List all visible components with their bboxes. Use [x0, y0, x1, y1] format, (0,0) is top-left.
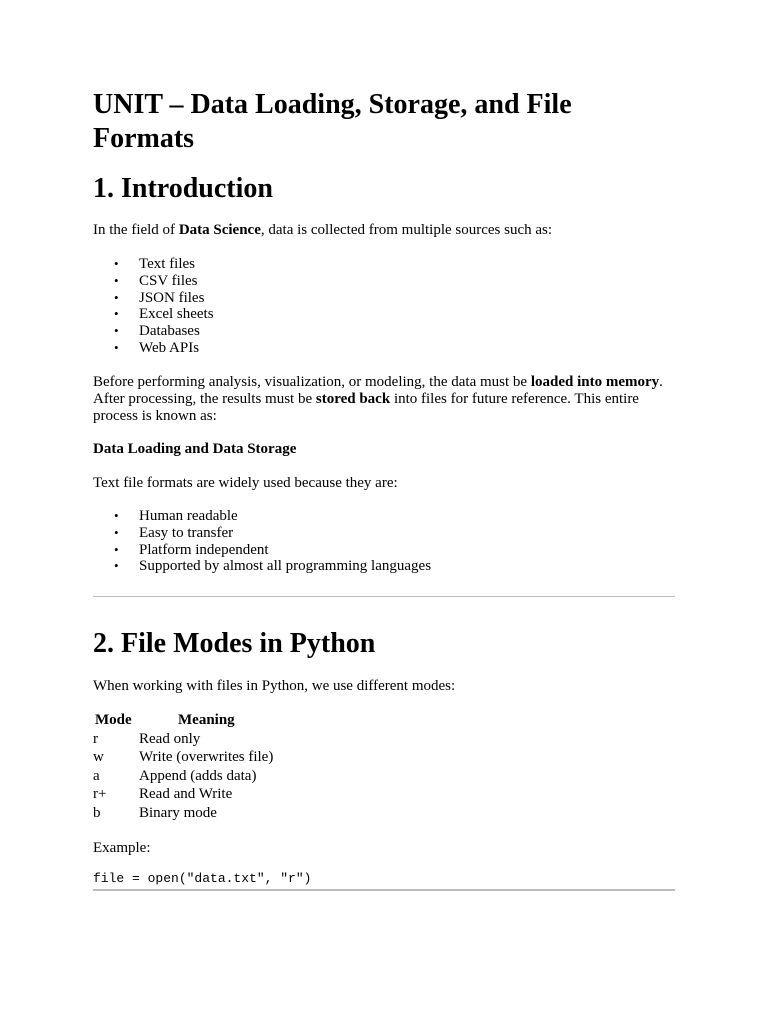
process-text-c: . After processing, the results must be — [93, 374, 663, 407]
process-text-e: into files for future reference. This entire process is known as: — [93, 391, 639, 424]
list-item: • CSV files — [93, 273, 214, 290]
meaning-cell: Read and Write — [139, 786, 233, 803]
intro-suffix: , data is collected from multiple sources such as: — [260, 222, 553, 238]
meaning-cell: Binary mode — [139, 804, 217, 821]
process-bold-stored: stored back — [315, 391, 391, 407]
mode-cell: a — [93, 767, 100, 784]
meaning-cell: Write (overwrites file) — [139, 749, 274, 766]
code-example: file = open("data.txt", "r") — [93, 871, 675, 891]
column-header-meaning: Meaning — [178, 712, 235, 728]
modes-intro-paragraph: When working with files in Python, we use different modes: — [93, 678, 456, 694]
formats-paragraph: Text file formats are widely used because they are: — [93, 475, 398, 491]
intro-prefix: In the field of — [93, 222, 179, 238]
list-item: • Easy to transfer — [93, 525, 431, 542]
section-heading-file-modes: 2. File Modes in Python — [93, 628, 376, 659]
sources-list — [93, 256, 214, 357]
list-item: • Platform independent — [93, 542, 431, 559]
intro-paragraph — [93, 222, 675, 239]
list-item: • JSON files — [93, 290, 214, 307]
mode-cell: b — [93, 804, 101, 821]
table-row — [93, 785, 273, 804]
mode-cell: r — [93, 730, 98, 747]
process-paragraph — [93, 374, 675, 425]
file-modes-table — [93, 711, 273, 823]
meaning-cell: Append (adds data) — [139, 767, 257, 784]
column-header-mode: Mode — [95, 712, 132, 728]
process-bold-loaded: loaded into memory — [530, 374, 660, 390]
process-text-a: Before performing analysis, visualization, or modeling, the data must be — [93, 374, 531, 390]
table-row — [93, 748, 273, 767]
section-heading-introduction: 1. Introduction — [93, 173, 273, 204]
table-row — [93, 767, 273, 786]
document-title: UNIT – Data Loading, Storage, and File Formats — [93, 89, 572, 154]
intro-bold-term: Data Science — [178, 222, 261, 238]
list-item: • Supported by almost all programming languages — [93, 558, 431, 575]
section-divider — [93, 596, 675, 597]
list-item: • Human readable — [93, 508, 431, 525]
mode-cell: r+ — [93, 786, 107, 803]
list-item: • Web APIs — [93, 340, 214, 357]
list-item: • Excel sheets — [93, 306, 214, 323]
table-row — [93, 804, 273, 823]
mode-cell: w — [93, 749, 104, 766]
example-label: Example: — [93, 840, 151, 856]
list-item: • Databases — [93, 323, 214, 340]
meaning-cell: Read only — [139, 730, 201, 747]
table-row — [93, 730, 273, 749]
reasons-list — [93, 508, 431, 575]
list-item: • Text files — [93, 256, 214, 273]
data-loading-heading: Data Loading and Data Storage — [93, 441, 297, 457]
table-header-row — [93, 711, 273, 730]
